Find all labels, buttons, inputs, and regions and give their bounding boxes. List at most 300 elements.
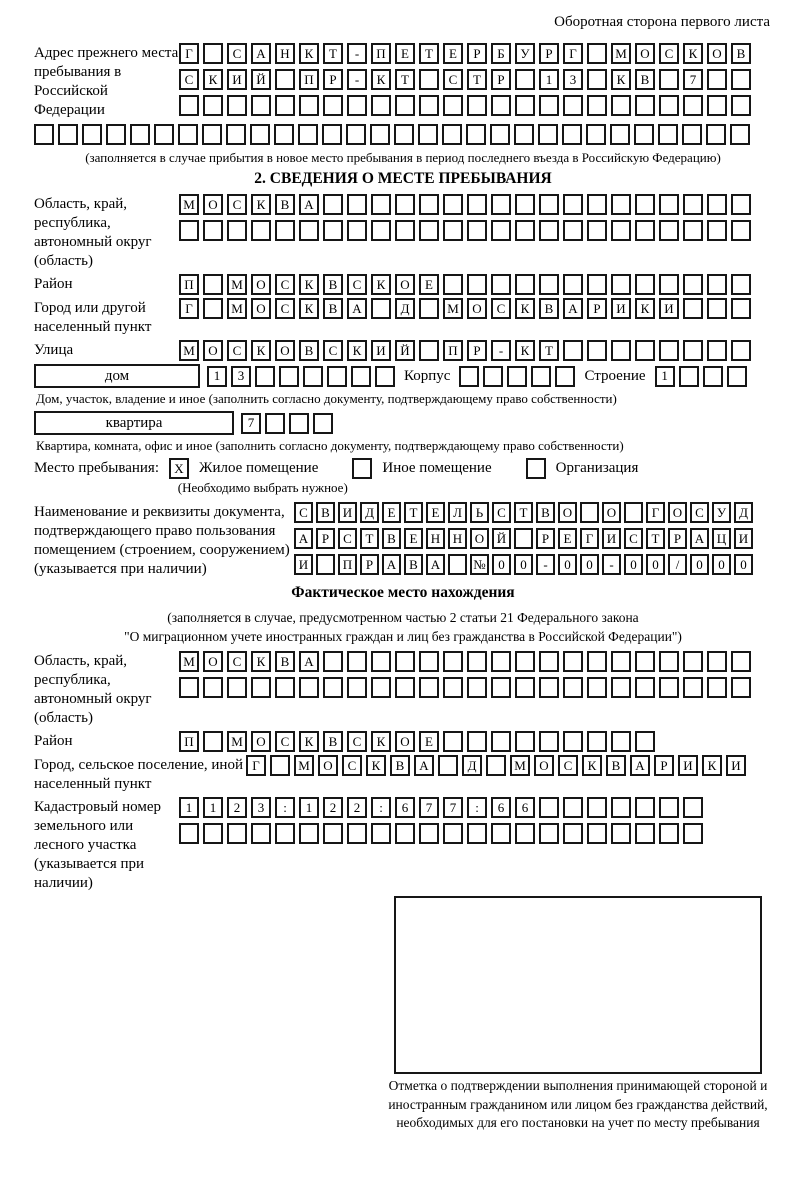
form-cell[interactable] bbox=[611, 651, 631, 672]
form-cell[interactable]: С bbox=[659, 43, 679, 64]
form-cell[interactable] bbox=[371, 95, 391, 116]
form-cell[interactable] bbox=[515, 194, 535, 215]
form-cell[interactable]: Л bbox=[448, 502, 467, 523]
form-cell[interactable]: У bbox=[712, 502, 731, 523]
form-cell[interactable] bbox=[154, 124, 174, 145]
form-cell[interactable]: О bbox=[251, 298, 271, 319]
form-cell[interactable] bbox=[442, 124, 462, 145]
form-cell[interactable] bbox=[371, 194, 391, 215]
form-cell[interactable] bbox=[580, 502, 599, 523]
form-cell[interactable]: 1 bbox=[299, 797, 319, 818]
form-cell[interactable] bbox=[265, 413, 285, 434]
form-cell[interactable]: 6 bbox=[515, 797, 535, 818]
form-cell[interactable] bbox=[443, 95, 463, 116]
form-cell[interactable] bbox=[635, 274, 655, 295]
form-cell[interactable] bbox=[539, 194, 559, 215]
form-cell[interactable] bbox=[707, 69, 727, 90]
form-cell[interactable]: М bbox=[227, 298, 247, 319]
form-cell[interactable] bbox=[202, 124, 222, 145]
form-cell[interactable]: К bbox=[515, 340, 535, 361]
form-cell[interactable] bbox=[659, 220, 679, 241]
form-cell[interactable]: К bbox=[582, 755, 602, 776]
form-cell[interactable]: Г bbox=[246, 755, 266, 776]
form-cell[interactable]: 0 bbox=[690, 554, 709, 575]
form-cell[interactable] bbox=[635, 797, 655, 818]
form-cell[interactable]: 0 bbox=[492, 554, 511, 575]
form-cell[interactable] bbox=[624, 502, 643, 523]
form-cell[interactable]: О bbox=[467, 298, 487, 319]
form-cell[interactable] bbox=[467, 677, 487, 698]
form-cell[interactable] bbox=[539, 731, 559, 752]
form-cell[interactable]: К bbox=[515, 298, 535, 319]
form-cell[interactable]: И bbox=[726, 755, 746, 776]
form-cell[interactable] bbox=[419, 95, 439, 116]
form-cell[interactable] bbox=[250, 124, 270, 145]
form-cell[interactable] bbox=[323, 220, 343, 241]
form-cell[interactable] bbox=[707, 340, 727, 361]
form-cell[interactable]: 1 bbox=[207, 366, 227, 387]
form-cell[interactable] bbox=[635, 823, 655, 844]
form-cell[interactable]: Й bbox=[395, 340, 415, 361]
form-cell[interactable] bbox=[515, 823, 535, 844]
form-cell[interactable] bbox=[34, 124, 54, 145]
form-cell[interactable] bbox=[611, 823, 631, 844]
form-cell[interactable]: В bbox=[539, 298, 559, 319]
form-cell[interactable] bbox=[394, 124, 414, 145]
form-cell[interactable] bbox=[491, 651, 511, 672]
form-cell[interactable] bbox=[179, 677, 199, 698]
form-cell[interactable]: С bbox=[342, 755, 362, 776]
form-cell[interactable] bbox=[467, 194, 487, 215]
form-cell[interactable] bbox=[611, 797, 631, 818]
form-cell[interactable] bbox=[251, 677, 271, 698]
form-cell[interactable] bbox=[731, 95, 751, 116]
form-cell[interactable] bbox=[683, 677, 703, 698]
form-cell[interactable]: И bbox=[227, 69, 247, 90]
form-cell[interactable]: П bbox=[338, 554, 357, 575]
checkbox-organizaciya[interactable] bbox=[526, 458, 546, 479]
form-cell[interactable] bbox=[467, 823, 487, 844]
form-cell[interactable] bbox=[298, 124, 318, 145]
form-cell[interactable] bbox=[322, 124, 342, 145]
form-cell[interactable] bbox=[299, 220, 319, 241]
form-cell[interactable]: Р bbox=[467, 340, 487, 361]
form-cell[interactable]: Р bbox=[587, 298, 607, 319]
form-cell[interactable] bbox=[538, 124, 558, 145]
form-cell[interactable]: 0 bbox=[712, 554, 731, 575]
form-cell[interactable]: : bbox=[467, 797, 487, 818]
form-cell[interactable] bbox=[491, 194, 511, 215]
form-cell[interactable] bbox=[635, 731, 655, 752]
form-cell[interactable]: О bbox=[707, 43, 727, 64]
form-cell[interactable] bbox=[490, 124, 510, 145]
form-cell[interactable] bbox=[299, 823, 319, 844]
form-cell[interactable] bbox=[419, 677, 439, 698]
form-cell[interactable]: Е bbox=[419, 731, 439, 752]
form-cell[interactable] bbox=[371, 823, 391, 844]
form-cell[interactable] bbox=[274, 124, 294, 145]
form-cell[interactable] bbox=[491, 731, 511, 752]
form-cell[interactable]: Т bbox=[323, 43, 343, 64]
form-cell[interactable]: - bbox=[602, 554, 621, 575]
form-cell[interactable] bbox=[82, 124, 102, 145]
form-cell[interactable]: М bbox=[179, 340, 199, 361]
form-cell[interactable] bbox=[563, 95, 583, 116]
form-cell[interactable] bbox=[419, 220, 439, 241]
form-cell[interactable] bbox=[563, 220, 583, 241]
form-cell[interactable]: С bbox=[227, 43, 247, 64]
form-cell[interactable] bbox=[659, 274, 679, 295]
form-cell[interactable] bbox=[419, 298, 439, 319]
form-cell[interactable] bbox=[587, 95, 607, 116]
form-cell[interactable]: К bbox=[299, 298, 319, 319]
form-cell[interactable]: В bbox=[635, 69, 655, 90]
form-cell[interactable]: В bbox=[536, 502, 555, 523]
form-cell[interactable] bbox=[683, 298, 703, 319]
form-cell[interactable]: С bbox=[347, 731, 367, 752]
form-cell[interactable]: А bbox=[630, 755, 650, 776]
form-cell[interactable]: И bbox=[678, 755, 698, 776]
form-cell[interactable] bbox=[515, 731, 535, 752]
form-cell[interactable] bbox=[203, 220, 223, 241]
form-cell[interactable] bbox=[483, 366, 503, 387]
form-cell[interactable] bbox=[203, 298, 223, 319]
form-cell[interactable]: К bbox=[371, 731, 391, 752]
form-cell[interactable] bbox=[466, 124, 486, 145]
form-cell[interactable] bbox=[611, 95, 631, 116]
form-cell[interactable] bbox=[327, 366, 347, 387]
form-cell[interactable]: Т bbox=[395, 69, 415, 90]
form-cell[interactable]: С bbox=[443, 69, 463, 90]
form-cell[interactable] bbox=[658, 124, 678, 145]
form-cell[interactable]: Т bbox=[539, 340, 559, 361]
form-cell[interactable]: О bbox=[203, 340, 223, 361]
form-cell[interactable] bbox=[563, 823, 583, 844]
form-cell[interactable]: Р bbox=[491, 69, 511, 90]
form-cell[interactable] bbox=[587, 797, 607, 818]
form-cell[interactable]: И bbox=[371, 340, 391, 361]
form-cell[interactable] bbox=[539, 651, 559, 672]
form-cell[interactable] bbox=[467, 274, 487, 295]
form-cell[interactable] bbox=[251, 823, 271, 844]
form-cell[interactable] bbox=[279, 366, 299, 387]
form-cell[interactable]: - bbox=[347, 43, 367, 64]
form-cell[interactable] bbox=[179, 95, 199, 116]
form-cell[interactable] bbox=[443, 823, 463, 844]
form-cell[interactable]: Ь bbox=[470, 502, 489, 523]
form-cell[interactable]: Б bbox=[491, 43, 511, 64]
form-cell[interactable] bbox=[303, 366, 323, 387]
form-cell[interactable]: С bbox=[294, 502, 313, 523]
form-cell[interactable]: К bbox=[299, 731, 319, 752]
form-cell[interactable] bbox=[514, 528, 533, 549]
form-cell[interactable] bbox=[659, 340, 679, 361]
form-cell[interactable]: 6 bbox=[491, 797, 511, 818]
form-cell[interactable]: С bbox=[338, 528, 357, 549]
form-cell[interactable]: С bbox=[227, 194, 247, 215]
form-cell[interactable] bbox=[731, 298, 751, 319]
form-cell[interactable]: 3 bbox=[251, 797, 271, 818]
form-cell[interactable]: У bbox=[515, 43, 535, 64]
form-cell[interactable]: 0 bbox=[734, 554, 753, 575]
form-cell[interactable] bbox=[299, 677, 319, 698]
form-cell[interactable] bbox=[443, 677, 463, 698]
form-cell[interactable]: А bbox=[347, 298, 367, 319]
form-cell[interactable]: Т bbox=[467, 69, 487, 90]
form-cell[interactable]: Г bbox=[179, 298, 199, 319]
form-cell[interactable] bbox=[203, 274, 223, 295]
checkbox-inoe[interactable] bbox=[352, 458, 372, 479]
form-cell[interactable] bbox=[227, 677, 247, 698]
form-cell[interactable] bbox=[178, 124, 198, 145]
form-cell[interactable] bbox=[467, 731, 487, 752]
form-cell[interactable]: А bbox=[426, 554, 445, 575]
form-cell[interactable]: Д bbox=[360, 502, 379, 523]
form-cell[interactable] bbox=[539, 677, 559, 698]
form-cell[interactable] bbox=[203, 43, 223, 64]
form-cell[interactable]: В bbox=[323, 298, 343, 319]
form-cell[interactable] bbox=[683, 797, 703, 818]
form-cell[interactable] bbox=[130, 124, 150, 145]
form-cell[interactable] bbox=[418, 124, 438, 145]
form-cell[interactable] bbox=[179, 823, 199, 844]
form-cell[interactable]: О bbox=[635, 43, 655, 64]
form-cell[interactable]: Т bbox=[514, 502, 533, 523]
form-cell[interactable]: О bbox=[275, 340, 295, 361]
form-cell[interactable] bbox=[375, 366, 395, 387]
form-cell[interactable] bbox=[611, 194, 631, 215]
form-cell[interactable]: П bbox=[371, 43, 391, 64]
form-cell[interactable] bbox=[635, 651, 655, 672]
form-cell[interactable] bbox=[515, 95, 535, 116]
form-cell[interactable]: О bbox=[318, 755, 338, 776]
form-cell[interactable]: К bbox=[683, 43, 703, 64]
form-cell[interactable] bbox=[611, 677, 631, 698]
form-cell[interactable] bbox=[587, 731, 607, 752]
form-cell[interactable]: В bbox=[323, 274, 343, 295]
form-cell[interactable]: В bbox=[606, 755, 626, 776]
form-cell[interactable]: И bbox=[734, 528, 753, 549]
form-cell[interactable] bbox=[659, 194, 679, 215]
form-cell[interactable]: Р bbox=[323, 69, 343, 90]
form-cell[interactable]: / bbox=[668, 554, 687, 575]
form-cell[interactable]: : bbox=[371, 797, 391, 818]
form-cell[interactable] bbox=[635, 340, 655, 361]
form-cell[interactable]: О bbox=[203, 194, 223, 215]
form-cell[interactable] bbox=[683, 194, 703, 215]
form-cell[interactable] bbox=[448, 554, 467, 575]
form-cell[interactable] bbox=[486, 755, 506, 776]
form-cell[interactable] bbox=[323, 823, 343, 844]
form-cell[interactable]: 2 bbox=[227, 797, 247, 818]
form-cell[interactable] bbox=[683, 220, 703, 241]
form-cell[interactable] bbox=[539, 95, 559, 116]
form-cell[interactable] bbox=[515, 69, 535, 90]
form-cell[interactable] bbox=[106, 124, 126, 145]
form-cell[interactable]: М bbox=[227, 731, 247, 752]
form-cell[interactable] bbox=[514, 124, 534, 145]
form-cell[interactable]: 7 bbox=[419, 797, 439, 818]
form-cell[interactable] bbox=[275, 95, 295, 116]
form-cell[interactable] bbox=[203, 823, 223, 844]
form-cell[interactable] bbox=[531, 366, 551, 387]
form-cell[interactable]: Й bbox=[492, 528, 511, 549]
form-cell[interactable]: К bbox=[611, 69, 631, 90]
form-cell[interactable]: В bbox=[316, 502, 335, 523]
form-cell[interactable]: Д bbox=[734, 502, 753, 523]
form-cell[interactable] bbox=[731, 340, 751, 361]
form-cell[interactable]: С bbox=[227, 340, 247, 361]
form-cell[interactable] bbox=[659, 651, 679, 672]
form-cell[interactable] bbox=[659, 95, 679, 116]
form-cell[interactable]: С bbox=[690, 502, 709, 523]
form-cell[interactable] bbox=[203, 677, 223, 698]
form-cell[interactable] bbox=[323, 194, 343, 215]
form-cell[interactable]: С bbox=[323, 340, 343, 361]
form-cell[interactable] bbox=[203, 95, 223, 116]
form-cell[interactable] bbox=[370, 124, 390, 145]
form-cell[interactable]: Н bbox=[448, 528, 467, 549]
form-cell[interactable]: О bbox=[395, 274, 415, 295]
form-cell[interactable]: А bbox=[251, 43, 271, 64]
form-cell[interactable] bbox=[587, 274, 607, 295]
form-cell[interactable] bbox=[323, 95, 343, 116]
form-cell[interactable]: К bbox=[371, 69, 391, 90]
form-cell[interactable] bbox=[539, 220, 559, 241]
form-cell[interactable]: К bbox=[702, 755, 722, 776]
form-cell[interactable] bbox=[731, 274, 751, 295]
form-cell[interactable]: П bbox=[179, 731, 199, 752]
form-cell[interactable] bbox=[270, 755, 290, 776]
form-cell[interactable]: К bbox=[366, 755, 386, 776]
form-cell[interactable] bbox=[587, 43, 607, 64]
form-cell[interactable] bbox=[555, 366, 575, 387]
form-cell[interactable] bbox=[371, 220, 391, 241]
form-cell[interactable] bbox=[539, 274, 559, 295]
form-cell[interactable] bbox=[346, 124, 366, 145]
form-cell[interactable] bbox=[491, 677, 511, 698]
form-cell[interactable] bbox=[587, 69, 607, 90]
form-cell[interactable]: В bbox=[275, 651, 295, 672]
form-cell[interactable] bbox=[707, 677, 727, 698]
form-cell[interactable] bbox=[467, 220, 487, 241]
form-cell[interactable] bbox=[275, 823, 295, 844]
form-cell[interactable] bbox=[611, 220, 631, 241]
form-cell[interactable] bbox=[395, 194, 415, 215]
form-cell[interactable] bbox=[683, 651, 703, 672]
form-cell[interactable]: Р bbox=[536, 528, 555, 549]
form-cell[interactable]: В bbox=[731, 43, 751, 64]
form-cell[interactable] bbox=[563, 274, 583, 295]
form-cell[interactable] bbox=[562, 124, 582, 145]
form-cell[interactable]: А bbox=[299, 651, 319, 672]
form-cell[interactable]: В bbox=[275, 194, 295, 215]
form-cell[interactable]: В bbox=[404, 554, 423, 575]
form-cell[interactable]: 0 bbox=[646, 554, 665, 575]
form-cell[interactable] bbox=[395, 677, 415, 698]
form-cell[interactable] bbox=[659, 797, 679, 818]
form-cell[interactable]: М bbox=[510, 755, 530, 776]
form-cell[interactable]: С bbox=[275, 298, 295, 319]
form-cell[interactable]: И bbox=[338, 502, 357, 523]
form-cell[interactable] bbox=[635, 194, 655, 215]
form-cell[interactable] bbox=[299, 95, 319, 116]
form-cell[interactable] bbox=[351, 366, 371, 387]
form-cell[interactable] bbox=[731, 651, 751, 672]
form-cell[interactable]: Е bbox=[395, 43, 415, 64]
form-cell[interactable]: О bbox=[251, 731, 271, 752]
form-cell[interactable]: Р bbox=[654, 755, 674, 776]
form-cell[interactable]: Е bbox=[443, 43, 463, 64]
form-cell[interactable] bbox=[255, 366, 275, 387]
form-cell[interactable] bbox=[563, 677, 583, 698]
form-cell[interactable] bbox=[419, 340, 439, 361]
form-cell[interactable]: Г bbox=[580, 528, 599, 549]
form-cell[interactable]: О bbox=[534, 755, 554, 776]
form-cell[interactable]: - bbox=[536, 554, 555, 575]
form-cell[interactable]: С bbox=[275, 274, 295, 295]
form-cell[interactable] bbox=[683, 274, 703, 295]
form-cell[interactable] bbox=[491, 95, 511, 116]
form-cell[interactable]: Й bbox=[251, 69, 271, 90]
form-cell[interactable] bbox=[515, 274, 535, 295]
form-cell[interactable] bbox=[703, 366, 723, 387]
form-cell[interactable]: В bbox=[382, 528, 401, 549]
form-cell[interactable]: К bbox=[251, 651, 271, 672]
form-cell[interactable] bbox=[419, 194, 439, 215]
form-cell[interactable] bbox=[275, 677, 295, 698]
form-cell[interactable]: М bbox=[611, 43, 631, 64]
form-cell[interactable] bbox=[659, 823, 679, 844]
form-cell[interactable] bbox=[659, 69, 679, 90]
form-cell[interactable] bbox=[706, 124, 726, 145]
form-cell[interactable]: Д bbox=[462, 755, 482, 776]
form-cell[interactable] bbox=[611, 274, 631, 295]
form-cell[interactable]: М bbox=[179, 194, 199, 215]
form-cell[interactable] bbox=[227, 220, 247, 241]
form-cell[interactable]: П bbox=[179, 274, 199, 295]
form-cell[interactable] bbox=[419, 69, 439, 90]
form-cell[interactable] bbox=[707, 274, 727, 295]
form-cell[interactable] bbox=[227, 95, 247, 116]
form-cell[interactable] bbox=[587, 220, 607, 241]
form-cell[interactable]: К bbox=[299, 274, 319, 295]
form-cell[interactable]: Т bbox=[419, 43, 439, 64]
form-cell[interactable]: Г bbox=[646, 502, 665, 523]
form-cell[interactable] bbox=[707, 220, 727, 241]
form-cell[interactable]: П bbox=[299, 69, 319, 90]
form-cell[interactable]: К bbox=[371, 274, 391, 295]
form-cell[interactable] bbox=[443, 731, 463, 752]
form-cell[interactable] bbox=[707, 651, 727, 672]
form-cell[interactable]: В bbox=[323, 731, 343, 752]
form-cell[interactable]: И bbox=[611, 298, 631, 319]
form-cell[interactable]: И bbox=[294, 554, 313, 575]
form-cell[interactable] bbox=[682, 124, 702, 145]
form-cell[interactable]: К bbox=[347, 340, 367, 361]
form-cell[interactable] bbox=[507, 366, 527, 387]
form-cell[interactable] bbox=[731, 220, 751, 241]
form-cell[interactable] bbox=[395, 95, 415, 116]
form-cell[interactable]: 7 bbox=[241, 413, 261, 434]
form-cell[interactable]: 2 bbox=[347, 797, 367, 818]
form-cell[interactable]: П bbox=[443, 340, 463, 361]
form-cell[interactable] bbox=[611, 731, 631, 752]
form-cell[interactable] bbox=[251, 95, 271, 116]
form-cell[interactable] bbox=[347, 823, 367, 844]
form-cell[interactable] bbox=[395, 823, 415, 844]
form-cell[interactable]: Е bbox=[558, 528, 577, 549]
